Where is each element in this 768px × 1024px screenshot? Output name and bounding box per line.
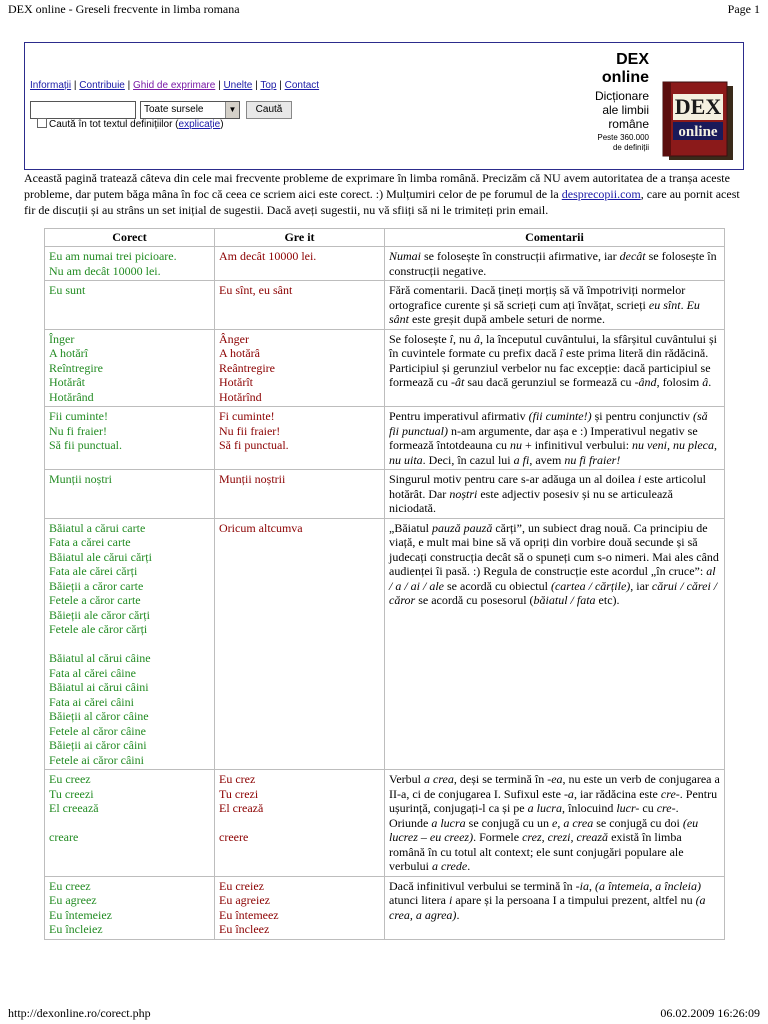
wrong-form: Fi cuminte! — [219, 409, 275, 423]
comment-text: există în limba română în cu totul alt context; ele sunt conjugări populare ale verbului — [389, 830, 684, 873]
comment-example: nu veni, nu pleca, nu uita — [389, 438, 718, 467]
table-row — [45, 281, 725, 330]
nav-link-contact[interactable]: Contact — [284, 80, 320, 91]
correct-form: Nu am decât 10000 lei. — [49, 263, 161, 278]
comment-text: , deși se termină în — [453, 772, 548, 786]
comment-example: (fii cuminte!) — [528, 409, 592, 423]
correct-form: Băiatul al cărui câine — [49, 651, 151, 665]
comment-text: cărți”, un subiect drag nouă. Ca principiu de viață, e mult mai bine să vă opriți din vorbire două secunde și să judecați construcția decât să o spuneți cum s-o nimeri. Mai ales când audienței îi pasă. :) Regula de construcție este acordul „în cruce”: — [389, 520, 719, 578]
wrong-form: A hotărâ — [219, 346, 260, 360]
nav-link-contribuie[interactable]: Contribuie — [79, 80, 125, 91]
comment-text: este greșit după ambele seturi de norme. — [409, 312, 605, 326]
cell-comment — [385, 470, 725, 519]
brand-count-2: de definiții — [612, 143, 649, 152]
cell-correct — [45, 770, 215, 877]
intro-text-2: , care au pornit acest fir de discuții și au strâns un set inițial de sugestii. Dacă aveți sugestii, nu vă sfiiți să ni le trimiteți prin email. — [24, 187, 740, 217]
comment-text: Dacă infinitivul verbului se termină în — [389, 878, 576, 893]
comment-example: băiatul / fata — [533, 593, 596, 607]
cell-comment — [385, 247, 725, 281]
comment-example: (să fii punctual) — [389, 409, 708, 438]
correct-form — [49, 637, 210, 652]
correct-form: Înger — [49, 331, 75, 346]
comment-text: Verbul — [389, 772, 424, 786]
comment-text: sau dacă gerunziul se formează cu — [464, 375, 635, 389]
brand-count-1: Peste 360.000 — [597, 133, 649, 142]
table-row — [45, 407, 725, 470]
comment-text: Singurul motiv pentru care s-ar adăuga un al doilea — [389, 472, 638, 486]
correct-form: Fata a cărei carte — [49, 535, 131, 549]
correct-form: Reîntregire — [49, 360, 103, 375]
intro-paragraph — [24, 170, 744, 218]
wrong-form: El crează — [219, 801, 264, 815]
brand-block — [595, 51, 649, 153]
site-banner — [24, 42, 744, 170]
comment-text: n-am argumente, dar așa e :) Imperativul negativ se formează întotdeauna cu — [389, 423, 698, 452]
wrong-form: Eu crez — [219, 772, 256, 786]
correct-form: A hotărî — [49, 346, 88, 360]
intro-link-desprecopii[interactable]: desprecopii.com — [561, 187, 641, 201]
correct-form: Hotărât — [49, 375, 85, 389]
correct-form: Să fii punctual. — [49, 438, 122, 452]
comment-text: se folosește în construcții negative. — [389, 249, 717, 278]
comment-text: . — [708, 375, 712, 389]
col-header-comentarii: Comentarii — [385, 229, 725, 247]
comment-example: Numai — [389, 249, 422, 263]
print-footer-date: 06.02.2009 16:26:09 — [660, 1006, 760, 1020]
comment-text: este adjectiv posesiv și nu se articulează niciodată. — [389, 486, 673, 515]
correct-form: Băieții ale căror cărți — [49, 607, 150, 622]
wrong-form — [219, 816, 380, 831]
comment-text: Se folosește — [389, 331, 450, 346]
correct-form: Munții noștri — [49, 472, 113, 486]
correct-form: Băiatul a cărui carte — [49, 520, 146, 535]
comment-example: pauză pauză — [431, 520, 493, 535]
comment-example: eu sînt — [648, 297, 681, 312]
fulltext-label: Caută în tot textul definițiilor ( — [49, 119, 179, 130]
wrong-form: Reântregire — [219, 360, 275, 375]
table-row — [45, 876, 725, 939]
comment-example: a lucra — [431, 815, 466, 830]
comment-text: . Oriunde — [389, 801, 679, 830]
comment-text: , nu este un verb de conjugarea a II-a, ci de conjugarea I. Sufixul este — [389, 772, 720, 801]
cell-wrong — [215, 518, 385, 770]
comment-text: , folosim — [656, 375, 703, 389]
table-row — [45, 329, 725, 407]
nav-separator: | — [252, 80, 261, 91]
cell-comment — [385, 770, 725, 877]
nav-link-ghid[interactable]: Ghid de exprimare — [133, 80, 216, 91]
comment-example: â — [702, 375, 709, 389]
col-header-corect: Corect — [45, 229, 215, 247]
wrong-form: Ânger — [219, 331, 249, 346]
comment-text: și pentru conjunctiv — [591, 409, 693, 423]
print-footer — [8, 1006, 760, 1022]
wrong-form: Să fi punctual. — [219, 438, 289, 452]
logo-text-online: online — [678, 124, 718, 140]
correct-form: Fetele ai căror câini — [49, 752, 144, 767]
correct-form — [49, 816, 210, 831]
comment-text: , — [557, 815, 564, 830]
comment-example: a crede — [432, 859, 468, 873]
correct-form: Hotărând — [49, 389, 94, 404]
cell-correct — [45, 470, 215, 519]
comment-example: nu fi fraier! — [564, 452, 621, 467]
print-header-page: Page 1 — [727, 2, 760, 16]
brand-title-dex: DEX — [616, 51, 649, 68]
cell-correct — [45, 876, 215, 939]
brand-subtitle-2: ale limbii — [602, 103, 649, 117]
correct-form: Nu fi fraier! — [49, 423, 107, 438]
col-header-gresit: Gre it — [215, 229, 385, 247]
correct-form: Eu am numai trei picioare. — [49, 249, 177, 263]
cell-wrong — [215, 247, 385, 281]
chevron-down-icon[interactable]: ▼ — [225, 102, 239, 118]
correct-form: Fata al cărei câine — [49, 665, 136, 680]
nav-separator: | — [215, 80, 224, 91]
comment-example: cre- — [656, 801, 676, 815]
cell-wrong — [215, 876, 385, 939]
comment-text: , nu — [453, 331, 474, 346]
wrong-form: Nu fii fraier! — [219, 423, 281, 438]
comment-text: + infinitivul verbului: — [521, 438, 633, 452]
correct-form: Eu creez — [49, 878, 91, 893]
correct-form: Băieții a căror carte — [49, 578, 144, 593]
comment-example: î — [559, 346, 563, 360]
comment-text: atunci litera — [389, 893, 449, 907]
cell-wrong — [215, 329, 385, 407]
comment-example: (cartea / cărțile) — [550, 578, 631, 593]
comment-example: Eu sânt — [389, 297, 700, 326]
wrong-form: Eu încleez — [219, 922, 270, 936]
comment-text: etc). — [595, 593, 620, 607]
correct-form: Eu sunt — [49, 283, 86, 297]
wrong-form: Hotărînd — [219, 389, 262, 404]
source-select[interactable] — [140, 101, 240, 119]
nav-link-top[interactable]: Top — [260, 80, 277, 91]
comment-example: e — [551, 815, 558, 830]
fulltext-option — [37, 118, 224, 130]
correct-form: Fata ai cărei câini — [49, 694, 134, 709]
print-header — [8, 2, 760, 18]
correct-form: Eu creez — [49, 772, 91, 786]
cell-comment — [385, 518, 725, 770]
comment-text: este prima literă din rădăcină. Participiul și gerunziul verbelor nu fac excepție: dacă participiul se formează cu — [389, 346, 711, 389]
wrong-form: Tu crezi — [219, 786, 259, 801]
fulltext-close-paren: ) — [220, 119, 224, 130]
comment-text: , avem — [529, 452, 565, 467]
brand-title-online: online — [601, 69, 649, 86]
comment-text: „Băiatul — [389, 520, 432, 535]
comment-text: Fără comentarii. Dacă țineți morțiș să vă împotriviți normelor ortografice curente și să scrieți cum ați învățat, scrieți — [389, 283, 686, 312]
comment-text: , — [588, 878, 595, 893]
table-header-row — [45, 229, 725, 247]
comment-example: a crea — [424, 772, 454, 786]
comment-example: a fi — [513, 452, 530, 467]
fulltext-explain-link[interactable]: explicație — [178, 119, 221, 130]
nav-separator: | — [276, 80, 285, 91]
comment-text: . — [467, 859, 471, 873]
cell-comment — [385, 876, 725, 939]
correct-form: Fata ale cărei cărți — [49, 564, 138, 578]
correct-form: Tu creezi — [49, 786, 94, 801]
cell-wrong — [215, 770, 385, 877]
search-button[interactable]: Caută — [246, 101, 292, 119]
comment-example: -ând — [634, 375, 657, 389]
comment-text: , la începutul cuvântului, la sfârșitul cuvântului și în cuvintele formate cu prefix dacă — [389, 331, 717, 360]
comment-text: este articolul hotărât. Dar — [389, 472, 706, 501]
comment-example: decât — [619, 249, 646, 263]
correct-form: Fetele al căror câine — [49, 723, 146, 738]
brand-subtitle-1: Dicționare — [594, 89, 649, 103]
comment-example: cre- — [660, 786, 680, 801]
correct-form: Fetele ale căror cărți — [49, 622, 148, 636]
comment-example: -ât — [450, 375, 465, 389]
comment-example: -ia — [575, 878, 589, 893]
dex-book-logo[interactable] — [659, 80, 735, 162]
comment-example: a lucra — [527, 801, 562, 815]
comment-example: al / a / ai / ale — [389, 564, 716, 593]
logo-text-dex: DEX — [674, 94, 722, 119]
comment-text: Pentru imperativul afirmativ — [389, 409, 529, 423]
correct-form: Fetele a căror carte — [49, 593, 141, 607]
wrong-form: Eu întemeez — [219, 907, 279, 922]
cell-comment — [385, 329, 725, 407]
comment-example: â — [474, 331, 480, 346]
table-row — [45, 770, 725, 877]
wrong-form: Eu agreiez — [219, 893, 270, 907]
nav-link-informatii[interactable]: Informații — [30, 80, 72, 91]
comment-example: î — [449, 331, 453, 346]
comment-example: a crea — [563, 815, 594, 830]
print-header-title: DEX online - Greseli frecvente in limba romana — [8, 2, 240, 16]
comment-example: i — [448, 893, 453, 907]
correct-form: creare — [49, 830, 79, 844]
comment-example: -ea — [547, 772, 563, 786]
cell-comment — [385, 407, 725, 470]
correct-form: Eu încleiez — [49, 922, 103, 936]
comment-text: , înlocuind — [561, 801, 617, 815]
cell-correct — [45, 407, 215, 470]
comment-text: se folosește în construcții afirmative, iar — [421, 249, 620, 263]
cell-correct — [45, 247, 215, 281]
wrong-form: creere — [219, 830, 249, 844]
table-row — [45, 247, 725, 281]
cell-wrong — [215, 470, 385, 519]
comment-text: . — [680, 297, 687, 312]
correct-form: Eu întemeiez — [49, 907, 112, 922]
cell-correct — [45, 329, 215, 407]
comment-text: . Deci, în cazul lui — [422, 452, 514, 467]
comment-text: . Pentru ușurință, conjugați-l ca și pe — [389, 786, 718, 815]
correct-form: Fii cuminte! — [49, 409, 108, 423]
comment-text: , iar — [630, 578, 652, 593]
cell-wrong — [215, 407, 385, 470]
comment-text: se acordă cu posesorul ( — [415, 593, 534, 607]
intro-text-1: Această pagină tratează câteva din cele mai frecvente probleme de exprimare în limba română. Precizăm că NU avem autoritatea de a tranșa aceste probleme, dar putem băga mâna în foc că ceea ce scriem aici este corect. :) Mulțumiri celor de pe forumul de la — [24, 171, 730, 201]
wrong-form: Am decât 10000 lei. — [219, 249, 317, 263]
comment-text: se conjugă cu un — [465, 815, 552, 830]
comment-text: cu — [639, 801, 657, 815]
comment-text: . — [456, 907, 460, 922]
search-input[interactable] — [30, 101, 136, 119]
correct-form: Băiatul ale cărui cărți — [49, 549, 152, 564]
comment-example: -a — [563, 786, 574, 801]
correct-form: El creează — [49, 801, 99, 815]
nav-link-unelte[interactable]: Unelte — [223, 80, 253, 91]
comment-text: se acordă cu obiectul — [444, 578, 551, 593]
correct-form: Eu agreez — [49, 893, 97, 907]
nav-separator: | — [71, 80, 80, 91]
correct-form: Băieții ai căror câini — [49, 738, 147, 752]
correct-form: Băieții al căror câine — [49, 709, 149, 723]
comment-example: (a întemeia, a încleia) — [594, 878, 701, 893]
nav-separator: | — [124, 80, 134, 91]
wrong-form: Munții noștrii — [219, 472, 286, 486]
comment-example: lucr- — [616, 801, 640, 815]
comment-example: crez, crezi, crează — [522, 830, 609, 844]
wrong-form: Eu sînt, eu sânt — [219, 283, 293, 297]
comment-example: (eu lucrez – eu creez) — [389, 815, 699, 844]
fulltext-checkbox[interactable] — [37, 118, 47, 128]
comment-example: i — [637, 472, 642, 486]
comment-example: (a crea, a agrea) — [389, 893, 706, 922]
table-row — [45, 518, 725, 770]
comment-example: cărui / cărei / căror — [389, 578, 718, 607]
nav-links — [30, 80, 319, 91]
comment-text: , iar rădăcina este — [573, 786, 661, 801]
comment-example: nu — [509, 438, 522, 452]
cell-wrong — [215, 281, 385, 330]
comment-example: noștri — [449, 486, 478, 501]
cell-comment — [385, 281, 725, 330]
brand-subtitle-3: române — [608, 117, 649, 131]
corrections-table — [44, 228, 725, 940]
correct-form: Băiatul ai cărui câini — [49, 680, 149, 694]
comment-text: apare și la persoana I a timpului prezent, altfel nu — [452, 893, 696, 907]
cell-correct — [45, 281, 215, 330]
wrong-form: Oricum altcumva — [219, 520, 303, 535]
source-select-value: Toate sursele — [144, 104, 204, 115]
comment-text: se conjugă cu doi — [593, 815, 683, 830]
cell-correct — [45, 518, 215, 770]
wrong-form: Eu creiez — [219, 878, 264, 893]
comment-text: . Formele — [473, 830, 523, 844]
print-footer-url: http://dexonline.ro/corect.php — [8, 1006, 151, 1020]
wrong-form: Hotărît — [219, 375, 253, 389]
table-row — [45, 470, 725, 519]
